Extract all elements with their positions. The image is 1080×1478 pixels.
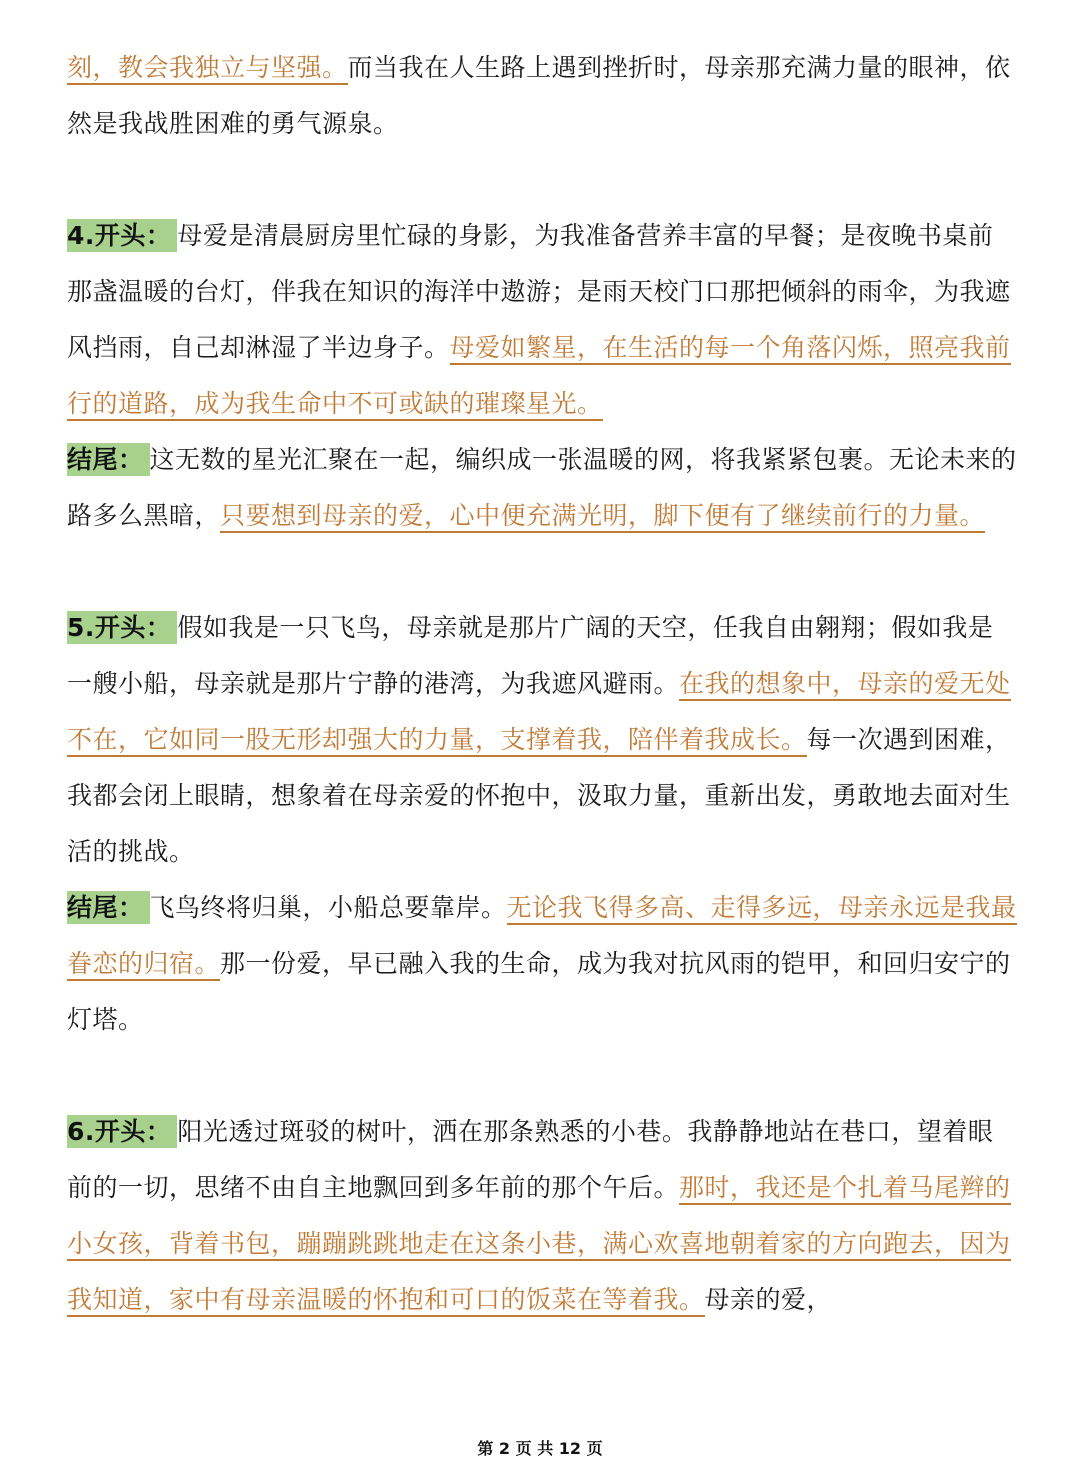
body-text: 那一份爱，早已融入我的生命，成为我对抗风雨的铠甲，和回归安宁的灯塔。 (67, 949, 1011, 1034)
body-text: 每一次遇到困难，我都会闭上眼睛，想象着在母亲爱的怀抱中，汲取力量，重新出发，勇敢地去面对生活的挑战。 (67, 725, 1011, 866)
body-text: 母亲的爱， (704, 1285, 833, 1314)
highlight-text: 母爱如繁星，在生活的每一个角落闪烁，照亮我前行的道路，成为我生命中不可或缺的璀璨星光。 (67, 333, 1011, 421)
highlight-text: 刻，教会我独立与坚强。 (67, 53, 348, 85)
highlight-text: 那时，我还是个扎着马尾辫的小女孩，背着书包，蹦蹦跳跳地走在这条小巷，满心欢喜地朝着家的方向跑去，因为我知道，家中有母亲温暖的怀抱和可口的饭菜在等着我。 (67, 1173, 1011, 1317)
body-text: 阳光透过斑驳的树叶，洒在那条熟悉的小巷。我静静地站在巷口，望着眼前的一切，思绪不由自主地飘回到多年前的那个午后。 (67, 1117, 994, 1202)
paragraph-continued (67, 40, 1017, 152)
highlight-text: 无论我飞得多高、走得多远，母亲永远是我最眷恋的归宿。 (67, 893, 1017, 981)
opening-label: 6.开头： (67, 1115, 177, 1148)
body-text: 母爱是清晨厨房里忙碌的身影，为我准备营养丰富的早餐；是夜晚书桌前那盏温暖的台灯，伴我在知识的海洋中遨游；是雨天校门口那把倾斜的雨伞，为我遮风挡雨，自己却淋湿了半边身子。 (67, 221, 1011, 362)
section-6-opening (67, 1104, 1017, 1328)
section-5-opening (67, 600, 1017, 880)
ending-label: 结尾： (67, 443, 150, 476)
highlight-text: 在我的想象中，母亲的爱无处不在，它如同一股无形却强大的力量，支撑着我，陪伴着我成长。 (67, 669, 1011, 757)
opening-label: 5.开头： (67, 611, 177, 644)
highlight-text: 只要想到母亲的爱，心中便充满光明，脚下便有了继续前行的力量。 (220, 501, 985, 533)
page-number: 第 2 页 共 12 页 (477, 1439, 603, 1458)
ending-label: 结尾： (67, 891, 150, 924)
opening-label: 4.开头： (67, 219, 177, 252)
body-text: 这无数的星光汇聚在一起，编织成一张温暖的网，将我紧紧包裹。无论未来的路多么黑暗， (67, 445, 1017, 530)
section-4-opening (67, 208, 1017, 432)
body-text: 假如我是一只飞鸟，母亲就是那片广阔的天空，任我自由翱翔；假如我是一艘小船，母亲就是那片宁静的港湾，为我遮风避雨。 (67, 613, 994, 698)
document-body (67, 40, 1017, 1328)
body-text: 飞鸟终将归巢，小船总要靠岸。 (149, 893, 507, 922)
body-text: 而当我在人生路上遇到挫折时，母亲那充满力量的眼神，依然是我战胜困难的勇气源泉。 (67, 53, 1011, 138)
section-4-ending (67, 432, 1017, 544)
section-5-ending (67, 880, 1017, 1048)
